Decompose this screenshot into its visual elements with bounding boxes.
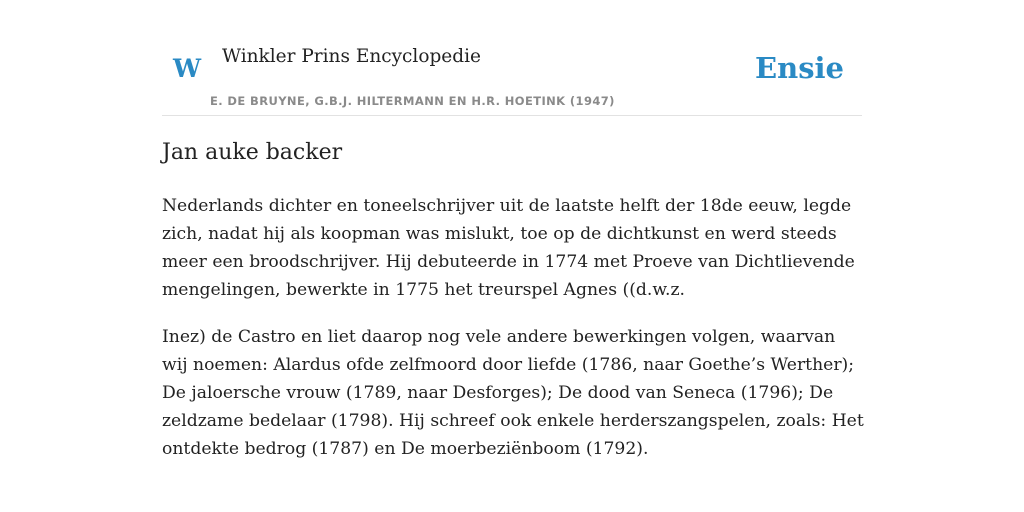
article-title: Jan auke backer [162, 140, 343, 165]
article-body [162, 192, 864, 482]
page [162, 0, 864, 459]
ensie-logo[interactable]: Ensie [755, 51, 844, 85]
article-paragraph: Inez) de Castro en liet daarop nog vele andere bewerkingen volgen, waarvan wij noemen: Alardus ofde zelfmoord door liefde (1786, naar Goethe’s Werther); De jaloersche vrouw (1789, naar Desforges); De dood van Seneca (1796); De zeldzame bedelaar (1798). Hij schreef ook enkele herderszangspelen, zoals: Het ontdekte bedrog (1787) en De moerbeziënboom (1792). [162, 327, 864, 459]
header [162, 0, 862, 116]
source-authors: E. DE BRUYNE, G.B.J. HILTERMANN EN H.R. HOETINK (1947) [210, 94, 615, 108]
article-paragraph: Nederlands dichter en toneelschrijver uit de laatste helft der 18de eeuw, legde zich, nadat hij als koopman was mislukt, toe op de dichtkunst en werd steeds meer een broodschrijver. Hij debuteerde in 1774 met Proeve van Dichtlievende mengelingen, bewerkte in 1775 het treurspel Agnes ((d.w.z. [162, 196, 855, 300]
winkler-prins-logo[interactable]: W [173, 54, 202, 83]
source-title[interactable]: Winkler Prins Encyclopedie [222, 46, 481, 67]
